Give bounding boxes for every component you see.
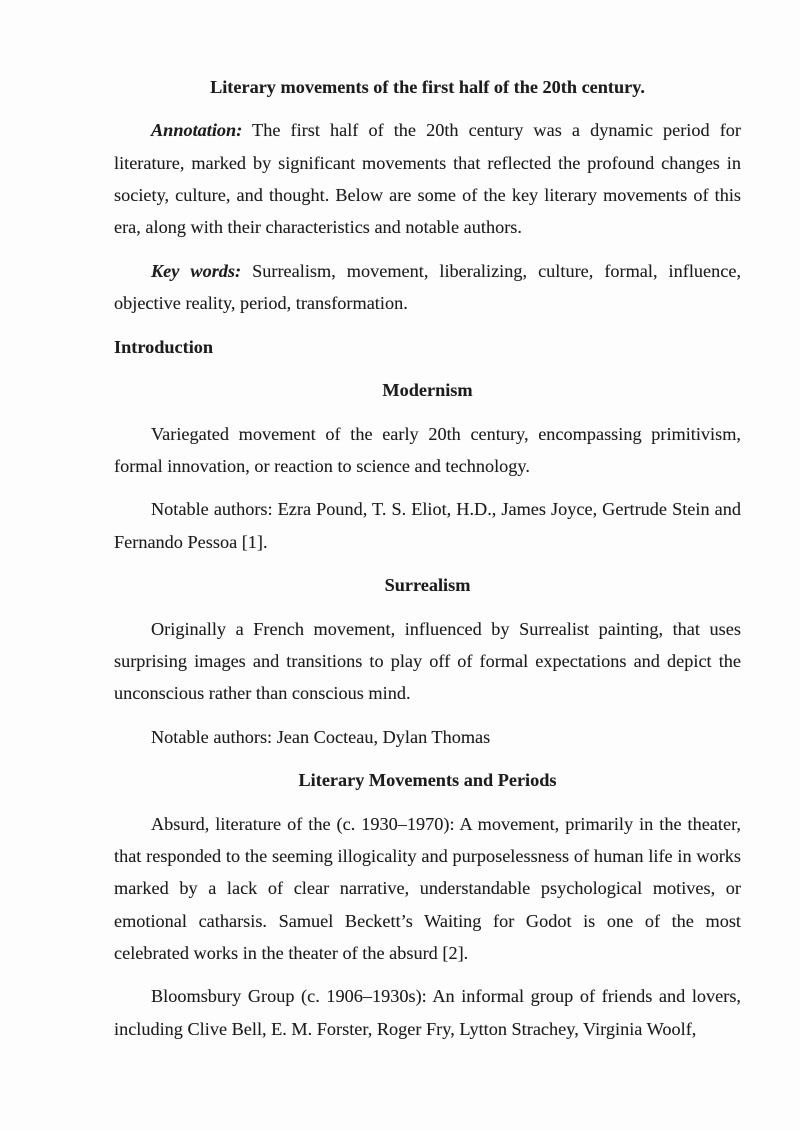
key-words-paragraph <box>114 255 741 320</box>
surrealism-heading: Surrealism <box>384 575 471 596</box>
annotation-text: The first half of the 20th century was a dynamic period for literature, marked by significant movements that reflected the profound changes in society, culture, and thought. Below are some of the key literary movements of this era, along with their characteristics and notable authors. <box>114 120 741 238</box>
surrealism-notable-authors-paragraph: Notable authors: Jean Cocteau, Dylan Thomas <box>151 726 491 747</box>
absurd-literature-paragraph: Absurd, literature of the (c. 1930–1970): A movement, primarily in the theater, that responded to the seeming illogicality and purposelessness of human life in works marked by a lack of clear narrative, understandable psychological motives, or emotional catharsis. Samuel Beckett’s Waiting for Godot is one of the most celebrated works in the theater of the absurd [2]. <box>114 813 741 963</box>
modernism-heading: Modernism <box>382 380 473 401</box>
key-words-text: Surrealism, movement, liberalizing, culture, formal, influence, objective reality, period, transformation. <box>114 260 742 314</box>
introduction-heading: Introduction <box>114 336 214 357</box>
modernism-notable-authors-paragraph: Notable authors: Ezra Pound, T. S. Eliot, H.D., James Joyce, Gertrude Stein and Fernando Pessoa [1]. <box>114 499 741 552</box>
bloomsbury-group-paragraph: Bloomsbury Group (c. 1906–1930s): An informal group of friends and lovers, including Clive Bell, E. M. Forster, Roger Fry, Lytton Strachey, Virginia Woolf, <box>114 986 741 1039</box>
key-words-label: Key words: <box>151 260 242 281</box>
annotation-paragraph <box>114 114 741 243</box>
literary-movements-heading: Literary Movements and Periods <box>298 770 557 791</box>
surrealism-description-paragraph: Originally a French movement, influenced by Surrealist painting, that uses surprising images and transitions to play off of formal expectations and depict the unconscious rather than conscious mind. <box>114 618 741 704</box>
document-title: Literary movements of the first half of the 20th century. <box>210 77 645 97</box>
annotation-label: Annotation: <box>151 120 243 141</box>
modernism-description-paragraph: Variegated movement of the early 20th century, encompassing primitivism, formal innovation, or reaction to science and technology. <box>114 423 741 476</box>
